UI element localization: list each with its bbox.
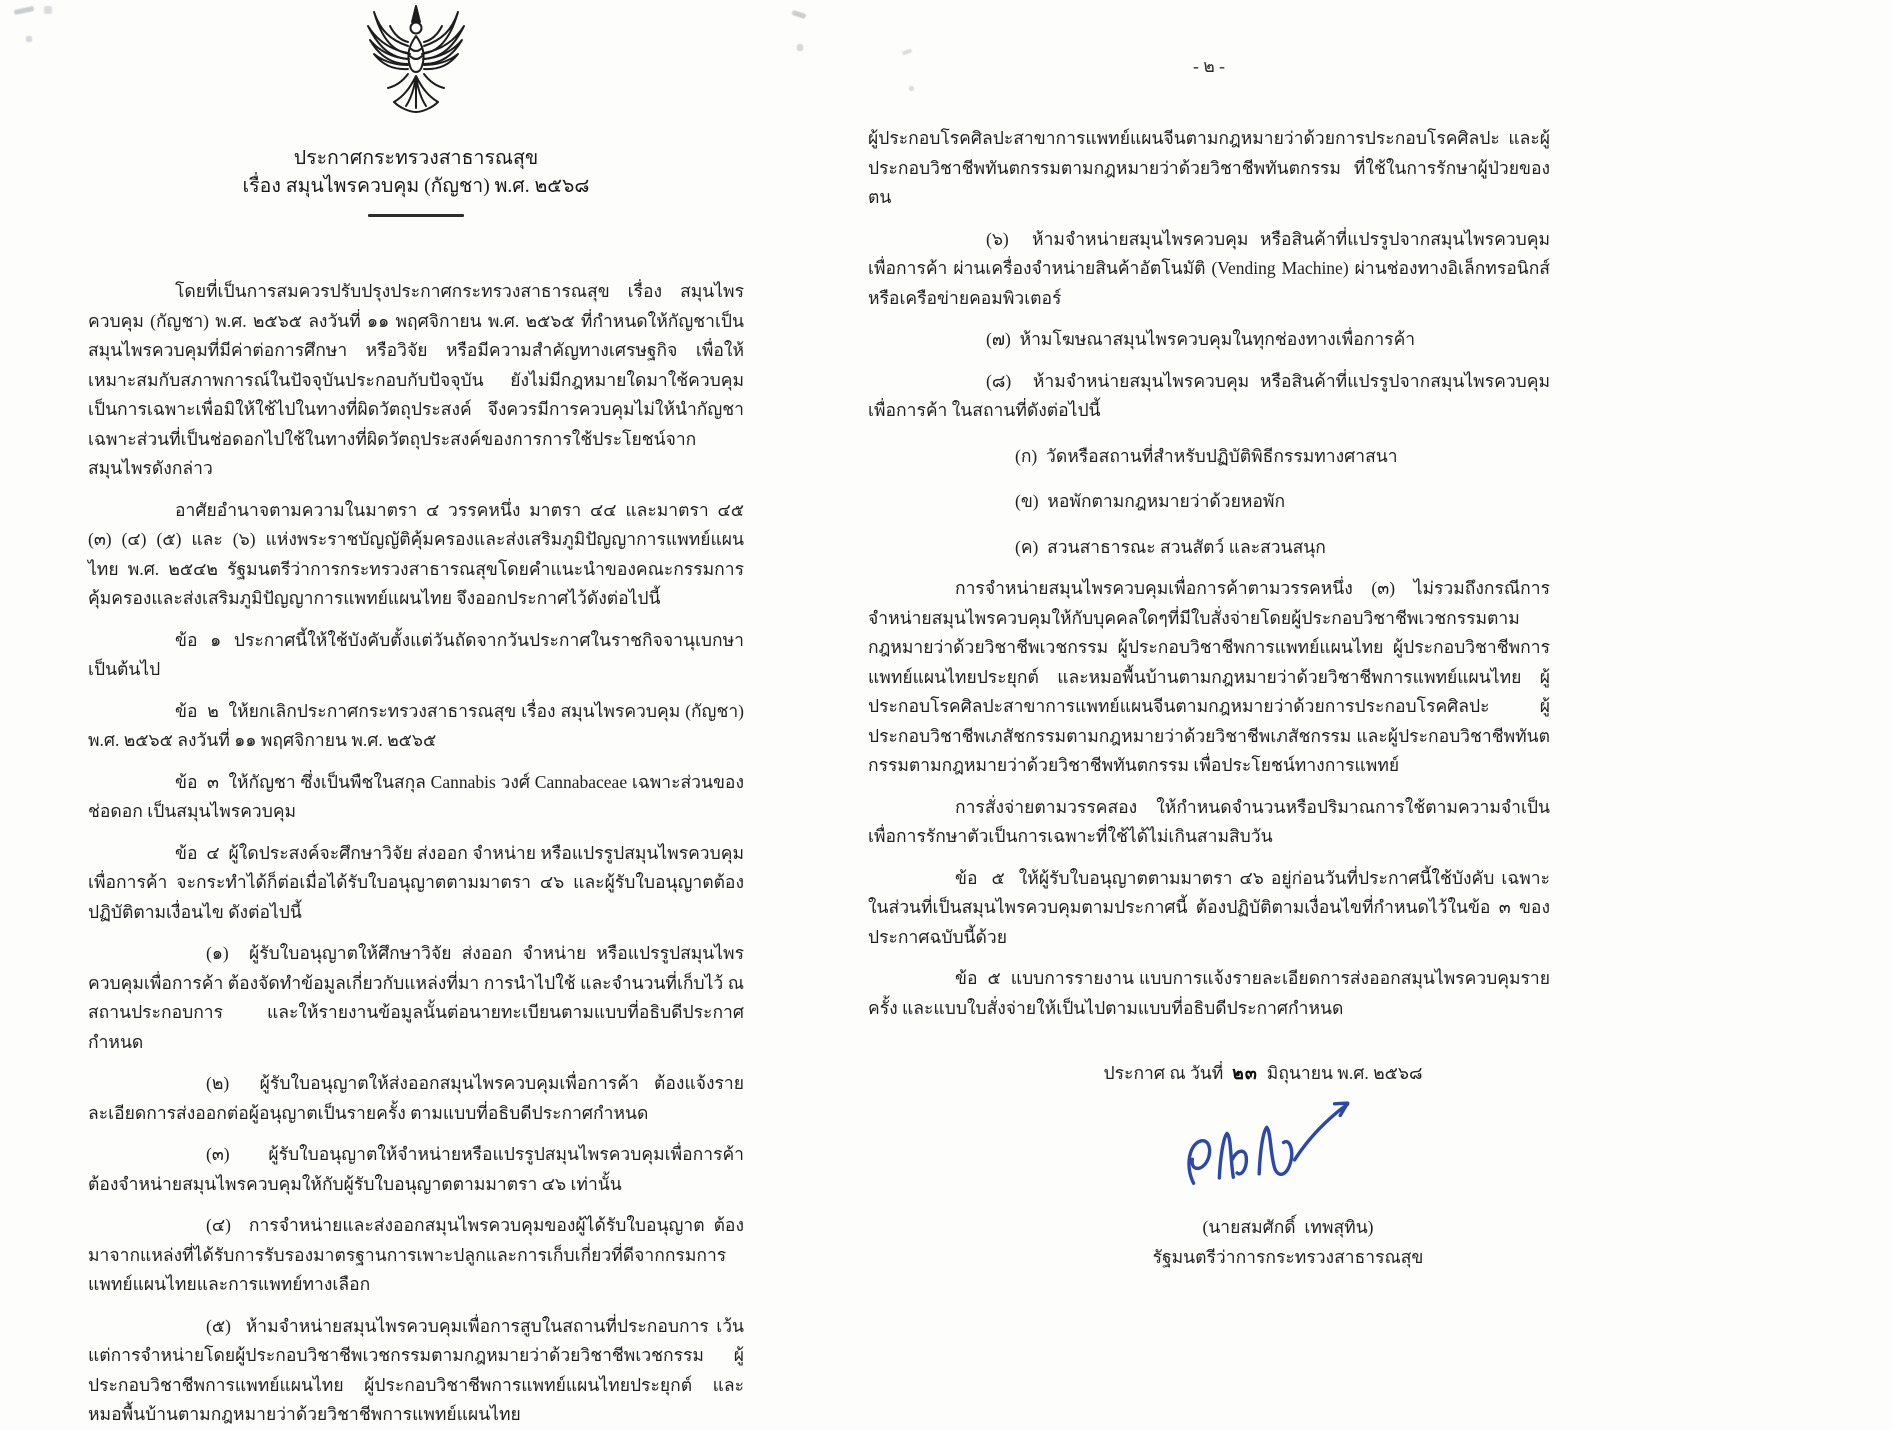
document-title-line2: เรื่อง สมุนไพรควบคุม (กัญชา) พ.ศ. ๒๕๖๘ <box>242 176 590 197</box>
promulgation-prefix: ประกาศ ณ วันที่ <box>1103 1063 1224 1083</box>
page1-body <box>88 217 744 1430</box>
paragraph: (๔) การจำหน่ายและส่งออกสมุนไพรควบคุมของผู้ได้รับใบอนุญาต ต้องมาจากแหล่งที่ได้รับการรับรองมาตรฐานการเพาะปลูกและการเก็บเกี่ยวที่ดีจากกรมการแพทย์แผนไทยและการแพทย์ทางเลือก <box>88 1215 744 1294</box>
paragraph: การจำหน่ายสมุนไพรควบคุมเพื่อการค้าตามวรรคหนึ่ง (๓) ไม่รวมถึงกรณีการจำหน่ายสมุนไพรควบคุมให้กับบุคคลใดๆที่มีใบสั่งจ่ายโดยผู้ประกอบวิชาชีพเวชกรรมตามกฎหมายว่าด้วยวิชาชีพเวชกรรม ผู้ประกอบวิชาชีพการแพทย์แผนไทย ผู้ประกอบวิชาชีพการแพทย์แผนไทยประยุกต์ และหมอพื้นบ้านตามกฎหมายว่าด้วยวิชาชีพการแพทย์แผนไทย ผู้ประกอบโรคศิลปะสาขาการแพทย์แผนจีนตามกฎหมายว่าด้วยการประกอบโรคศิลปะ ผู้ประกอบวิชาชีพเภสัชกรรมตามกฎหมายว่าด้วยวิชาชีพเภสัชกรรม และผู้ประกอบวิชาชีพทันตกรรมตามกฎหมายว่าด้วยวิชาชีพทันตกรรม เพื่อประโยชน์ทางการแพทย์ <box>868 578 1550 775</box>
page2-body <box>868 80 1550 1023</box>
signer-name: (นายสมศักดิ์ เทพสุทิน) <box>1202 1216 1374 1237</box>
promulgation-suffix: มิถุนายน พ.ศ. ๒๕๖๘ <box>1266 1063 1423 1083</box>
paragraph: ข้อ ๕ ให้ผู้รับใบอนุญาตตามมาตรา ๔๖ อยู่ก่อนวันที่ประกาศนี้ใช้บังคับ เฉพาะในส่วนที่เป็นสมุนไพรควบคุมตามประกาศนี้ ต้องปฏิบัติตามเงื่อนไขที่กำหนดไว้ในข้อ ๓ ของประกาศฉบับนี้ด้วย <box>868 867 1550 947</box>
paragraph: ข้อ ๒ ให้ยกเลิกประกาศกระทรวงสาธารณสุข เรื่อง สมุนไพรควบคุม (กัญชา) พ.ศ. ๒๕๖๕ ลงวันที่ ๑๑ พฤศจิกายน พ.ศ. ๒๕๖๕ <box>88 700 744 750</box>
signature-ink <box>1174 1095 1374 1207</box>
scan-artifact <box>14 6 35 15</box>
promulgation-day: ๒๓ <box>1232 1063 1258 1083</box>
signer-title: รัฐมนตรีว่าการกระทรวงสาธารณสุข <box>1152 1246 1424 1267</box>
scan-artifact <box>26 36 32 42</box>
garuda-emblem-icon <box>360 4 472 130</box>
paragraph: อาศัยอำนาจตามความในมาตรา ๔ วรรคหนึ่ง มาตรา ๔๔ และมาตรา ๔๕ (๓) (๔) (๕) และ (๖) แห่งพระราชบัญญัติคุ้มครองและส่งเสริมภูมิปัญญาการแพทย์แผนไทย พ.ศ. ๒๕๔๒ รัฐมนตรีว่าการกระทรวงสาธารณสุขโดยคำแนะนำของคณะกรรมการคุ้มครองและส่งเสริมภูมิปัญญาการแพทย์แผนไทย จึงออกประกาศไว้ดังต่อไปนี้ <box>88 499 744 608</box>
paragraph: ข้อ ๑ ประกาศนี้ให้ใช้บังคับตั้งแต่วันถัดจากวันประกาศในราชกิจจานุเบกษาเป็นต้นไป <box>88 629 744 679</box>
paragraph: (ก) วัดหรือสถานที่สำหรับปฏิบัติพิธีกรรมทางศาสนา <box>1015 445 1398 466</box>
document-page-2 <box>868 0 1550 1271</box>
signature-block <box>1078 1095 1498 1271</box>
paragraph: (ข) หอพักตามกฎหมายว่าด้วยหอพัก <box>1015 491 1286 511</box>
page-number: - ๒ - <box>1193 56 1225 76</box>
paragraph: ข้อ ๓ ให้กัญชา ซึ่งเป็นพืชในสกุล Cannabis วงศ์ Cannabaceae เฉพาะส่วนของช่อดอก เป็นสมุนไพรควบคุม <box>88 771 744 821</box>
paragraph: การสั่งจ่ายตามวรรคสอง ให้กำหนดจำนวนหรือปริมาณการใช้ตามความจำเป็นเพื่อการรักษาตัวเป็นการเฉพาะที่ใช้ได้ไม่เกินสามสิบวัน <box>868 796 1550 846</box>
paragraph: (๒) ผู้รับใบอนุญาตให้ส่งออกสมุนไพรควบคุมเพื่อการค้า ต้องแจ้งรายละเอียดการส่งออกต่อผู้อนุญาตเป็นรายครั้ง ตามแบบที่อธิบดีประกาศกำหนด <box>88 1073 744 1123</box>
document-title-line1: ประกาศกระทรวงสาธารณสุข <box>293 148 539 169</box>
paragraph: โดยที่เป็นการสมควรปรับปรุงประกาศกระทรวงสาธารณสุข เรื่อง สมุนไพรควบคุม (กัญชา) พ.ศ. ๒๕๖๕ ลงวันที่ ๑๑ พฤศจิกายน พ.ศ. ๒๕๖๕ ที่กำหนดให้กัญชาเป็นสมุนไพรควบคุมที่มีค่าต่อการศึกษา หรือวิจัย หรือมีความสำคัญทางเศรษฐกิจ เพื่อให้เหมาะสมกับสภาพการณ์ในปัจจุบันประกอบกับปัจจุบัน ยังไม่มีกฎหมายใดมาใช้ควบคุมเป็นการเฉพาะเพื่อมิให้ใช้ไปในทางที่ผิดวัตถุประสงค์ จึงควรมีการควบคุมไม่ให้นำกัญชาเฉพาะส่วนที่เป็นช่อดอกไปใช้ในทางที่ผิดวัตถุประสงค์ของการการใช้ประโยชน์จากสมุนไพรดังกล่าว <box>88 281 744 478</box>
paragraph: ผู้ประกอบโรคศิลปะสาขาการแพทย์แผนจีนตามกฎหมายว่าด้วยการประกอบโรคศิลปะ และผู้ประกอบวิชาชีพทันตกรรมตามกฎหมายว่าด้วยวิชาชีพทันตกรรม ที่ใช้ในการรักษาผู้ป่วยของตน <box>868 128 1550 207</box>
paragraph: (๗) ห้ามโฆษณาสมุนไพรควบคุมในทุกช่องทางเพื่อการค้า <box>986 329 1416 349</box>
scan-artifact <box>792 10 807 19</box>
paragraph: (๖) ห้ามจำหน่ายสมุนไพรควบคุม หรือสินค้าที่แปรรูปจากสมุนไพรควบคุมเพื่อการค้า ผ่านเครื่องจำหน่ายสินค้าอัตโนมัติ (Vending Machine) ผ่านช่องทางอิเล็กทรอนิกส์หรือเครือข่ายคอมพิวเตอร์ <box>868 228 1550 308</box>
paragraph: ข้อ ๔ ผู้ใดประสงค์จะศึกษาวิจัย ส่งออก จำหน่าย หรือแปรรูปสมุนไพรควบคุมเพื่อการค้า จะกระทำได้ก็ต่อเมื่อได้รับใบอนุญาตตามมาตรา ๔๖ และผู้รับใบอนุญาตต้องปฏิบัติตามเงื่อนไข ดังต่อไปนี้ <box>88 842 744 922</box>
paragraph: (๕) ห้ามจำหน่ายสมุนไพรควบคุมเพื่อการสูบในสถานที่ประกอบการ เว้นแต่การจำหน่ายโดยผู้ประกอบวิชาชีพเวชกรรมตามกฎหมายว่าด้วยวิชาชีพเวชกรรม ผู้ประกอบวิชาชีพการแพทย์แผนไทย ผู้ประกอบวิชาชีพการแพทย์แผนไทยประยุกต์ และหมอพื้นบ้านตามกฎหมายว่าด้วยวิชาชีพการแพทย์แผนไทย <box>88 1315 744 1424</box>
paragraph: (๑) ผู้รับใบอนุญาตให้ศึกษาวิจัย ส่งออก จำหน่าย หรือแปรรูปสมุนไพรควบคุมเพื่อการค้า ต้องจัดทำข้อมูลเกี่ยวกับแหล่งที่มา การนำไปใช้ และจำนวนที่เก็บไว้ ณ สถานประกอบการ และให้รายงานข้อมูลนั้นต่อนายทะเบียนตามแบบที่อธิบดีประกาศกำหนด <box>88 943 744 1052</box>
scan-artifact <box>797 44 803 51</box>
paragraph: (๓) ผู้รับใบอนุญาตให้จำหน่ายหรือแปรรูปสมุนไพรควบคุมเพื่อการค้า ต้องจำหน่ายสมุนไพรควบคุมให้กับผู้รับใบอนุญาตตามมาตรา ๔๖ เท่านั้น <box>88 1144 744 1194</box>
promulgation-line <box>1053 1059 1473 1089</box>
emblem-wrap <box>88 4 744 135</box>
paragraph: ข้อ ๕ แบบการรายงาน แบบการแจ้งรายละเอียดการส่งออกสมุนไพรควบคุมรายครั้ง และแบบใบสั่งจ่ายให้เป็นไปตามแบบที่อธิบดีประกาศกำหนด <box>868 968 1550 1018</box>
paragraph: (ค) สวนสาธารณะ สวนสัตว์ และสวนสนุก <box>1015 536 1326 557</box>
paragraph: (๘) ห้ามจำหน่ายสมุนไพรควบคุม หรือสินค้าที่แปรรูปจากสมุนไพรควบคุมเพื่อการค้า ในสถานที่ดังต่อไปนี้ <box>868 370 1550 420</box>
scan-artifact <box>44 6 52 14</box>
document-page-1 <box>88 0 744 1430</box>
